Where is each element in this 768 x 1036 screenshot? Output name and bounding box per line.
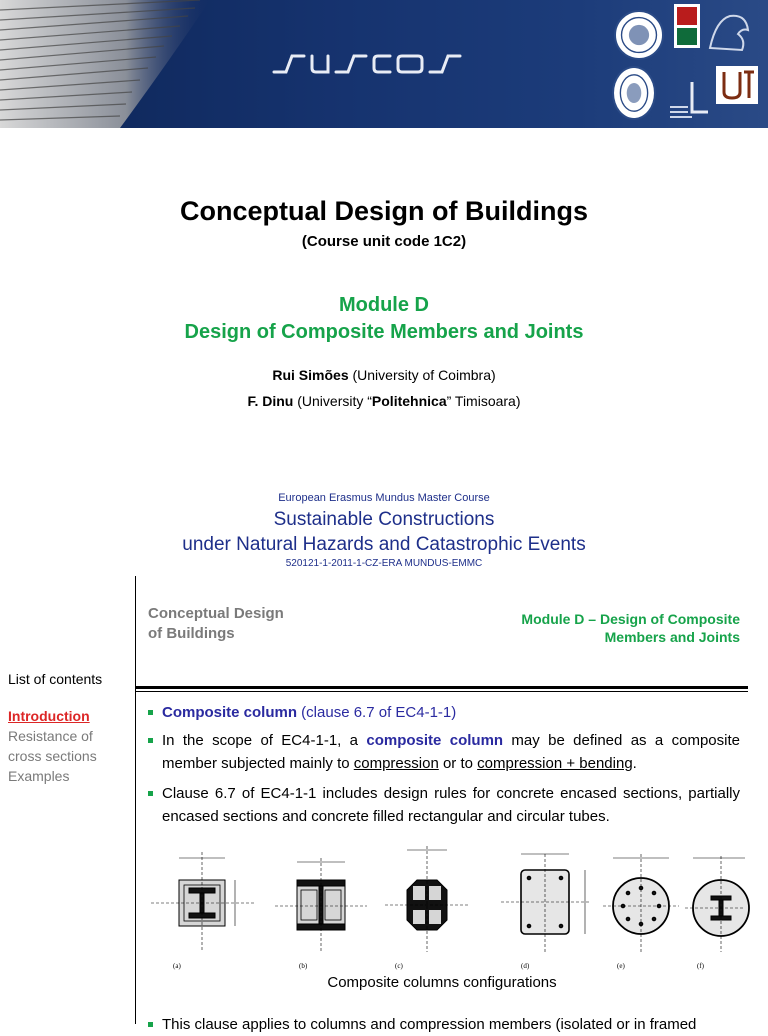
author-1-name: Rui Simões (272, 367, 349, 383)
bullet-1-rest: (clause 6.7 of EC4-1-1) (297, 704, 457, 721)
slide-course-title (148, 604, 284, 644)
toc-item-resistance-a[interactable]: Resistance of (8, 728, 93, 744)
dome-photo (0, 0, 280, 128)
label-c: (c) (395, 962, 403, 970)
bullet-2-b: may be defined as a composite member subjected mainly to (162, 732, 740, 772)
header-rule-thin (136, 691, 748, 692)
bullet-scope (148, 729, 740, 775)
section-f (685, 856, 749, 952)
slide-course-line-2: of Buildings (148, 625, 235, 642)
composite-columns-figure (145, 840, 745, 972)
author-2 (0, 393, 768, 409)
erasmus-line: European Erasmus Mundus Master Course (278, 492, 490, 504)
lulea-logo (666, 78, 714, 124)
section-a (151, 852, 255, 952)
slide-module-line-2: Members and Joints (604, 629, 740, 645)
bullet-4-text: This clause applies to columns and compression members (isolated or in framed (162, 1016, 697, 1033)
toc-items (8, 726, 97, 786)
section-b (275, 858, 367, 952)
bullet-marker (148, 738, 153, 743)
bullet-3-text: Clause 6.7 of EC4-1-1 includes design rules for concrete encased sections, partially encased sections and concrete filled rectangular and circular tubes. (162, 785, 740, 825)
bullet-2-c: or to (438, 755, 478, 772)
course-title: Conceptual Design of Buildings (179, 196, 588, 226)
section-c (385, 846, 469, 952)
author-1 (0, 367, 768, 383)
slide-module-title (521, 610, 740, 646)
liege-logo (674, 4, 700, 48)
label-e: (e) (617, 962, 625, 970)
project-code: 520121-1-2011-1-CZ-ERA MUNDUS-EMMC (285, 558, 483, 569)
slide-module-line-1: Module D – Design of Composite (521, 611, 740, 627)
header-banner (0, 0, 768, 128)
coimbra-seal-logo (614, 10, 664, 60)
bullet-2-underline-1: compression (353, 755, 439, 772)
bullet-composite-column (148, 701, 740, 724)
section-d (501, 854, 589, 952)
bullet-marker (148, 710, 153, 715)
sidebar-divider (135, 576, 136, 1024)
figure-caption: Composite columns configurations (327, 974, 557, 991)
bullet-marker (148, 1022, 153, 1027)
bullet-2-bold: composite column (366, 732, 504, 749)
timisoara-seal-logo (612, 66, 656, 120)
bullet-2-underline-2: compression + bending (477, 755, 633, 772)
program-title-line-1: Sustainable Constructions (273, 509, 495, 530)
bullet-marker (148, 791, 153, 796)
module-label: Module D (339, 294, 429, 316)
program-title-line-2: under Natural Hazards and Catastrophic Events (182, 534, 586, 555)
bullet-clause (148, 782, 740, 828)
label-d: (d) (521, 962, 530, 970)
author-2-affiliation-a: (University “ (293, 393, 372, 409)
course-code: (Course unit code 1C2) (301, 233, 467, 250)
bullet-2-d: . (632, 755, 637, 772)
toc-item-examples[interactable]: Examples (8, 768, 70, 784)
author-2-name: F. Dinu (247, 393, 294, 409)
bullet-2-a: In the scope of EC4-1-1, a (162, 732, 367, 749)
toc-item-resistance-b[interactable]: cross sections (8, 748, 97, 764)
label-a: (a) (173, 962, 181, 970)
module-title: Design of Composite Members and Joints (184, 321, 584, 343)
lion-logo (706, 10, 752, 54)
author-1-affiliation: (University of Coimbra) (348, 367, 496, 383)
bullet-application (148, 1013, 740, 1036)
toc-title: List of contents (8, 671, 103, 687)
suscos-logo (272, 46, 502, 82)
author-2-affiliation-b: Politehnica (371, 393, 447, 409)
label-b: (b) (299, 962, 308, 970)
author-2-affiliation-c: ” Timisoara) (446, 393, 521, 409)
label-f: (f) (697, 962, 704, 970)
bullet-1-bold: Composite column (162, 704, 298, 721)
politehnica-logo (716, 66, 758, 104)
slide-course-line-1: Conceptual Design (148, 605, 284, 622)
section-e (603, 854, 679, 952)
header-rule-thick (136, 686, 748, 689)
toc-item-introduction[interactable]: Introduction (8, 708, 90, 724)
